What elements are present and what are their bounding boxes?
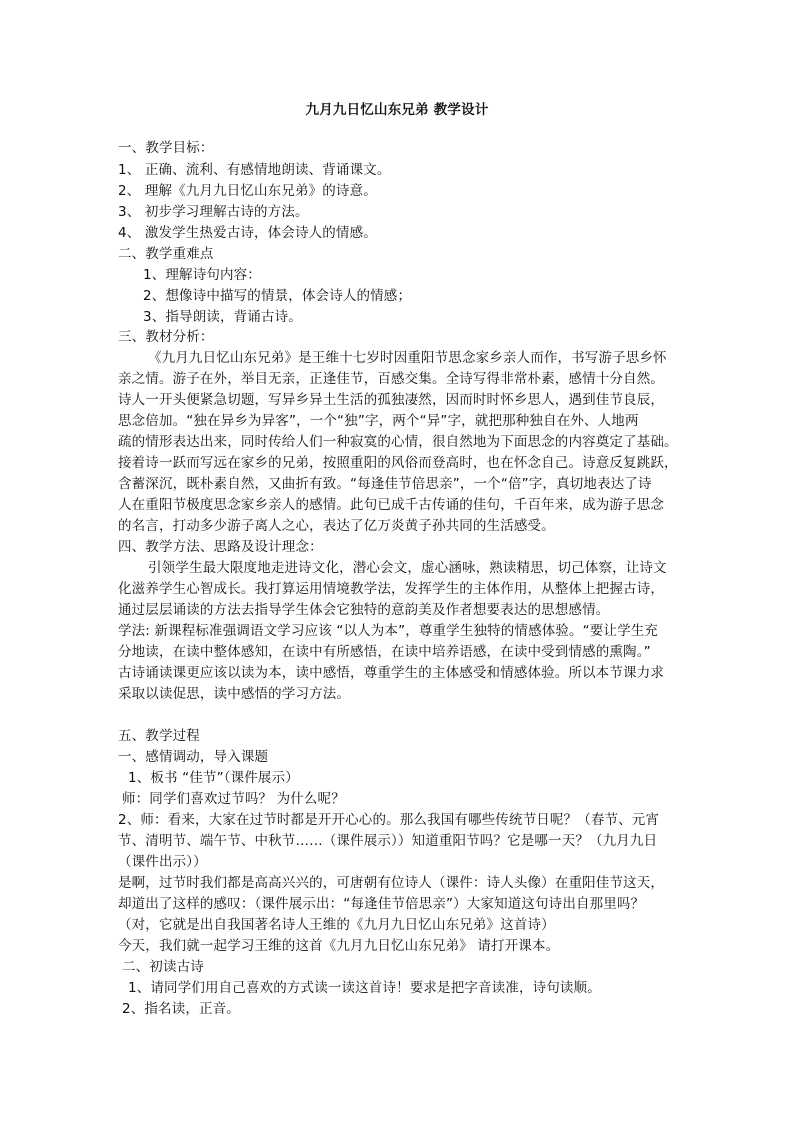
objective-item: 2、 理解《九月九日忆山东兄弟》的诗意。: [118, 183, 377, 199]
paragraph-line: 古诗诵读课更应该以读为本，读中感悟，尊重学生的主体感受和情感体验。所以本节课力求: [118, 665, 664, 681]
paragraph-line: 引领学生最大限度地走进诗文化，潜心会文，虚心涵咏，熟读精思，切己体察，让诗文: [148, 560, 667, 576]
section-heading-objectives: 一、教学目标：: [118, 140, 214, 156]
paragraph-line: 化滋养学生心智成长。我打算运用情境教学法，发挥学生的主体作用，从整体上把握古诗，: [118, 581, 664, 597]
paragraph-line: 采取以读促思，读中感悟的学习方法。: [118, 686, 351, 702]
key-point-item: 2、想像诗中描写的情景，体会诗人的情感；: [143, 288, 412, 304]
process-step: 1、请同学们用自己喜欢的方式读一读这首诗！要求是把字音读准，诗句读顺。: [128, 980, 601, 996]
process-step: 2、指名读，正音。: [122, 1001, 240, 1017]
key-point-item: 3、指导朗读，背诵古诗。: [143, 309, 302, 325]
subsection-heading: 二、初读古诗: [122, 959, 204, 975]
section-heading-methods: 四、教学方法、思路及设计理念：: [118, 539, 323, 555]
dialogue-line: 2、师：看来，大家在过节时都是开开心心的。那么我国有哪些传统节日呢？（春节、元宵: [118, 812, 660, 828]
process-step: 1、板书 “佳节”（课件展示）: [128, 770, 299, 786]
paragraph-line: 含蓄深沉，既朴素自然，又曲折有致。“每逢佳节倍思亲”，一个“倍”字，真切地表达了诗: [118, 476, 652, 492]
section-heading-key-points: 二、教学重难点: [118, 246, 214, 262]
dialogue-line: 师：同学们喜欢过节吗？ 为什么呢？: [122, 791, 345, 807]
document-title: 九月九日忆山东兄弟 教学设计: [305, 102, 489, 118]
section-heading-analysis: 三、教材分析：: [118, 329, 214, 345]
dialogue-line: 是啊，过节时我们都是高高兴兴的，可唐朝有位诗人（课件：诗人头像）在重阳佳节这天，: [118, 875, 664, 891]
dialogue-line: （课件出示））: [118, 854, 207, 870]
paragraph-line: 学法: 新课程标准强调语文学习应该 “以人为本”，尊重学生独特的情感体验。“要让学生充: [118, 623, 659, 639]
paragraph-line: 疏的情形表达出来，同时传给人们一种寂寞的心情，很自然地为下面思念的内容奠定了基础。: [118, 434, 678, 450]
paragraph-line: 诗人一开头便紧急切题，写异乡异土生活的孤独凄然，因而时时怀乡思人，遇到佳节良辰，: [118, 392, 664, 408]
section-heading-process: 五、教学过程: [118, 728, 200, 744]
dialogue-line: 却道出了这样的感叹：（课件展示出：“每逢佳节倍思亲”）大家知道这句诗出自那里吗？: [118, 896, 645, 912]
paragraph-line: 分地读，在读中整体感知，在读中有所感悟，在读中培养语感，在读中受到情感的熏陶。”: [118, 644, 651, 660]
objective-item: 4、 激发学生热爱古诗，体会诗人的情感。: [118, 225, 377, 241]
paragraph-line: 亲之情。游子在外，举目无亲，正逢佳节，百感交集。全诗写得非常朴素，感情十分自然。: [118, 371, 664, 387]
paragraph-line: 的名言，打动多少游子离人之心，表达了亿万炎黄子孙共同的生活感受。: [118, 518, 555, 534]
subsection-heading: 一、感情调动，导入课题: [118, 749, 269, 765]
paragraph-line: 通过层层诵读的方法去指导学生体会它独特的意韵美及作者想要表达的思想感情。: [118, 602, 610, 618]
paragraph-line: 人在重阳节极度思念家乡亲人的感情。此句已成千古传诵的佳句，千百年来，成为游子思念: [118, 497, 664, 513]
paragraph-line: 思念倍加。“独在异乡为异客”，一个“独”字，两个“异”字，就把那种独自在外、人地两: [118, 413, 639, 429]
paragraph-line: 《九月九日忆山东兄弟》是王维十七岁时因重阳节思念家乡亲人而作，书写游子思乡怀: [148, 350, 667, 366]
objective-item: 3、 初步学习理解古诗的方法。: [118, 204, 309, 220]
dialogue-line: 节、清明节、端午节、中秋节……（课件展示））知道重阳节吗？它是哪一天？（九月九日: [118, 833, 658, 849]
objective-item: 1、 正确、流利、有感情地朗读、背诵课文。: [118, 162, 391, 178]
paragraph-line: 接着诗一跃而写远在家乡的兄弟，按照重阳的风俗而登高时，也在怀念自己。诗意反复跳跃，: [118, 455, 678, 471]
dialogue-line: 今天，我们就一起学习王维的这首《九月九日忆山东兄弟》 请打开课本。: [118, 938, 560, 954]
dialogue-line: （对，它就是出自我国著名诗人王维的《九月九日忆山东兄弟》这首诗）: [118, 917, 555, 933]
key-point-item: 1、理解诗句内容：: [143, 267, 261, 283]
